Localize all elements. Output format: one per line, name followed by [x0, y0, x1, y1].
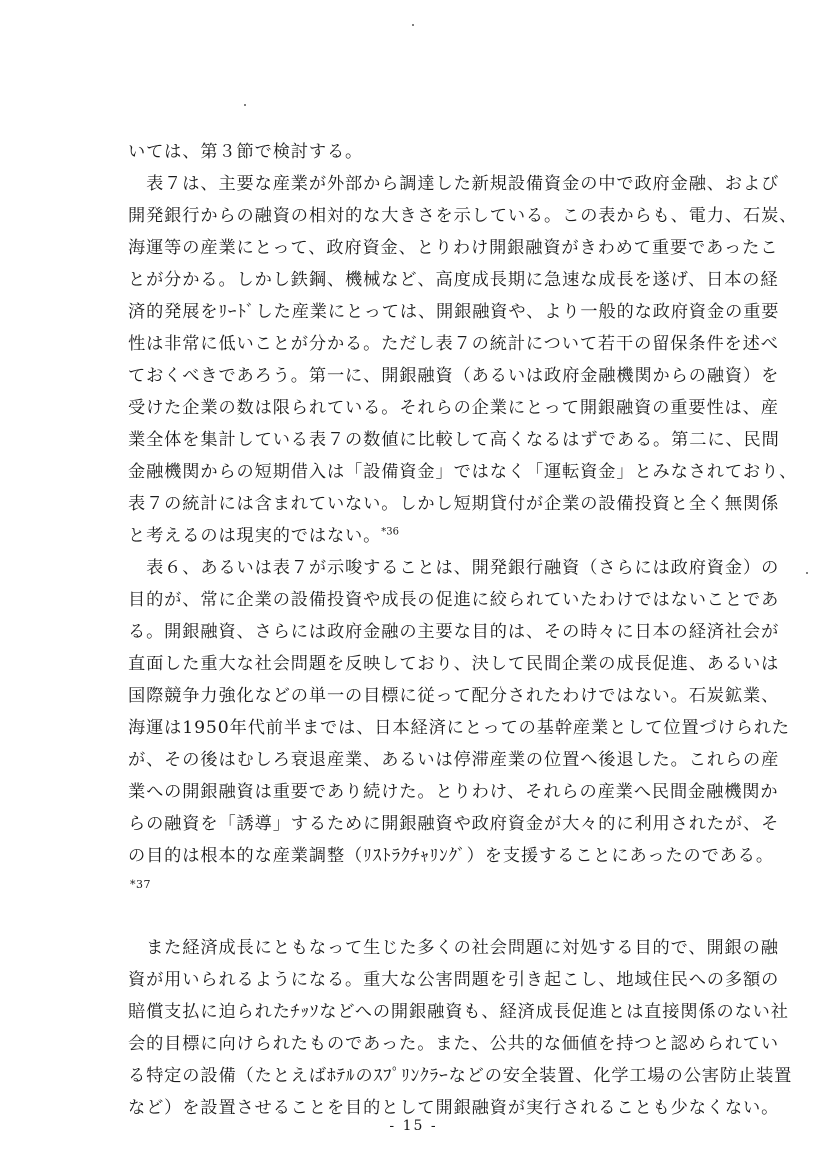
paragraph — [128, 552, 790, 902]
text-line: いては、第３節で検討する。 — [128, 142, 364, 162]
text-line: 賠償支払に迫られたﾁｯｿなどへの開銀融資も、経済成長促進とは直接関係のない社 — [128, 1002, 789, 1022]
text-line: る特定の設備（たとえばﾎﾃﾙのｽﾌﾟﾘﾝｸﾗｰなどの安全装置、化学工場の公害防止装置 — [128, 1066, 793, 1086]
text-line: ておくべきであろう。第一に、開銀融資（あるいは政府金融機関からの融資）を — [128, 366, 780, 386]
text-line: 業への開銀融資は重要であり続けた。とりわけ、それらの産業へ民間金融機関か — [128, 782, 779, 802]
text-line: 済的発展をﾘｰﾄﾞした産業にとっては、開銀融資や、より一般的な政府資金の重要 — [128, 302, 780, 322]
scan-speck — [244, 104, 246, 106]
text-line: 直面した重大な社会問題を反映しており、決して民間企業の成長促進、あるいは — [128, 654, 780, 674]
text-line: らの融資を「誘導」するために開銀融資や政府資金が大々的に利用されたが、そ — [128, 814, 780, 834]
footnote-ref: *37 — [130, 878, 151, 891]
text-line: 受けた企業の数は限られている。それらの企業にとって開銀融資の重要性は、産 — [128, 398, 779, 418]
text-line: る。開銀融資、さらには政府金融の主要な目的は、その時々に日本の経済社会が — [128, 622, 780, 642]
text-line: 目的が、常に企業の設備投資や成長の促進に絞られていたわけではないことであ — [128, 590, 780, 610]
text-line: 表７は、主要な産業が外部から調達した新規設備資金の中で政府金融、および — [128, 174, 780, 194]
text-line: とが分かる。しかし鉄鋼、機械など、高度成長期に急速な成長を遂げ、日本の経 — [128, 270, 779, 290]
text-line: など）を設置させることを目的として開銀融資が実行されることも少なくない。 — [128, 1098, 780, 1118]
text-line: 海運等の産業にとって、政府資金、とりわけ開銀融資がきわめて重要であったこ — [128, 238, 779, 258]
paragraph — [128, 932, 793, 1124]
page-number: - 15 - — [389, 1118, 438, 1134]
text-line: 開発銀行からの融資の相対的な大きさを示している。この表からも、電力、石炭、 — [128, 206, 798, 226]
paragraph — [128, 168, 798, 552]
text-line: の目的は根本的な産業調整（ﾘｽﾄﾗｸﾁｬﾘﾝｸﾞ）を支援することにあったのである。 — [128, 846, 774, 866]
text-line: 国際競争力強化などの単一の目標に従って配分されたわけではない。石炭鉱業、 — [128, 686, 780, 706]
footnote-ref: *36 — [381, 526, 399, 538]
paragraph-gap — [128, 902, 740, 932]
text-line-content: と考えるのは現実的ではない。 — [128, 526, 382, 546]
text-line: 海運は1950年代前半までは、日本経済にとっての基幹産業として位置づけられた — [128, 718, 790, 738]
body-text — [128, 136, 798, 1124]
text-line: 金融機関からの短期借入は「設備資金」ではなく「運転資金」とみなされており、 — [128, 462, 798, 482]
text-line: 表７の統計には含まれていない。しかし短期貸付が企業の設備投資と全く無関係 — [128, 494, 780, 514]
text-line: 業全体を集計している表７の数値に比較して高くなるはずである。第二に、民間 — [128, 430, 780, 450]
scan-speck — [806, 572, 808, 574]
text-line: 会的目標に向けられたものであった。また、公共的な価値を持つと認められてい — [128, 1034, 779, 1054]
text-line: 表６、あるいは表７が示唆することは、開発銀行融資（さらには政府資金）の — [128, 558, 780, 578]
text-line: が、その後はむしろ衰退産業、あるいは停滞産業の位置へ後退した。これらの産 — [128, 750, 780, 770]
text-line: また経済成長にともなって生じた多くの社会問題に対処する目的で、開銀の融 — [128, 938, 779, 958]
scan-speck — [412, 24, 414, 26]
text-line: 資が用いられるようになる。重大な公害問題を引き起こし、地域住民への多額の — [128, 970, 780, 990]
text-line: 性は非常に低いことが分かる。ただし表７の統計について若干の留保条件を述べ — [128, 334, 779, 354]
text-line — [128, 520, 740, 552]
